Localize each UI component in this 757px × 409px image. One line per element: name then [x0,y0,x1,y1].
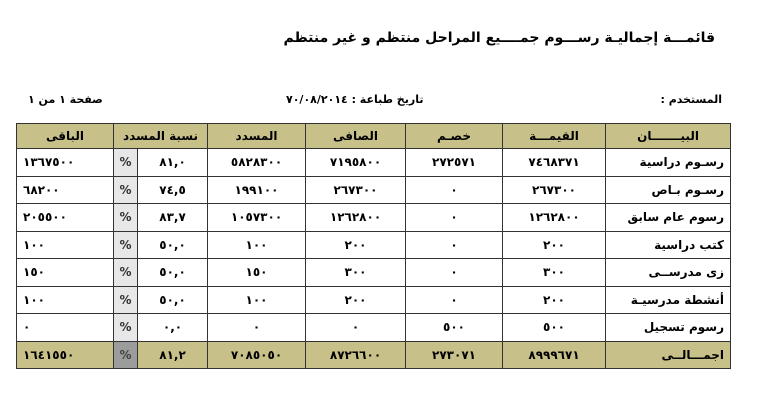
row-remaining: ٢٠٥٥٠٠ [17,204,114,232]
row-paid-ratio: ٨١,٠ [138,149,208,177]
row-paid-ratio: ٥٠,٠ [138,231,208,259]
percent-sign: % [114,176,138,204]
row-discount: ٠ [406,231,503,259]
header-paid: المسدد [208,124,306,149]
row-paid-ratio: ٥٠,٠ [138,286,208,314]
row-net: ٧١٩٥٨٠٠ [306,149,406,177]
row-paid-ratio: ٧٤,٥ [138,176,208,204]
row-remaining: ١٣٦٧٥٠٠ [17,149,114,177]
row-label: رسـوم بـاص [606,176,731,204]
percent-sign: % [114,314,138,342]
row-net: ٨٧٢٦٦٠٠ [306,341,406,369]
row-paid-ratio: ٨١,٢ [138,341,208,369]
row-remaining: ٦٨٢٠٠ [17,176,114,204]
row-label: أنشطة مدرسيـة [606,286,731,314]
table-header-row [17,124,731,149]
table-row [17,314,731,342]
page-indicator: صفحة ١ من ١ [28,93,103,106]
header-net: الصافى [306,124,406,149]
row-remaining: ١٠٠ [17,286,114,314]
row-label: رسوم تسجيل [606,314,731,342]
user-label: المستخدم : [660,93,722,106]
table-row [17,286,731,314]
table-row [17,176,731,204]
row-net: ٢٦٧٣٠٠ [306,176,406,204]
header-remaining: الباقى [17,124,114,149]
row-discount: ٢٧٣٠٧١ [406,341,503,369]
row-remaining: ١٦٤١٥٥٠ [17,341,114,369]
row-value: ٢٠٠ [503,231,606,259]
row-discount: ٢٧٢٥٧١ [406,149,503,177]
row-net: ٣٠٠ [306,259,406,287]
percent-sign: % [114,204,138,232]
row-discount: ٠ [406,259,503,287]
report-title: قائمـــة إجماليـة رســـوم جمــــيع المراحل منتظم و غير منتظم [283,30,715,46]
row-paid: ١٠٠ [208,286,306,314]
header-value: القيمـــة [503,124,606,149]
row-discount: ٠ [406,176,503,204]
percent-sign: % [114,259,138,287]
total-row [17,341,731,369]
row-net: ٠ [306,314,406,342]
row-net: ٢٠٠ [306,286,406,314]
table-row [17,204,731,232]
row-paid: ٠ [208,314,306,342]
row-net: ٢٠٠ [306,231,406,259]
row-label: زى مدرســى [606,259,731,287]
row-value: ٨٩٩٩٦٧١ [503,341,606,369]
table-row [17,149,731,177]
header-discount: خصـم [406,124,503,149]
percent-sign: % [114,341,138,369]
row-label: اجمـــالــى [606,341,731,369]
percent-sign: % [114,149,138,177]
header-statement: البيـــــــان [606,124,731,149]
row-label: رسوم عام سابق [606,204,731,232]
row-discount: ٥٠٠ [406,314,503,342]
row-value: ٢٠٠ [503,286,606,314]
row-value: ١٢٦٢٨٠٠ [503,204,606,232]
table-row [17,231,731,259]
row-net: ١٢٦٢٨٠٠ [306,204,406,232]
row-paid: ١٠٠ [208,231,306,259]
row-value: ٧٤٦٨٣٧١ [503,149,606,177]
row-value: ٣٠٠ [503,259,606,287]
fees-summary-table [16,123,731,369]
row-remaining: ١٥٠ [17,259,114,287]
percent-sign: % [114,286,138,314]
row-value: ٥٠٠ [503,314,606,342]
row-paid-ratio: ٥٠,٠ [138,259,208,287]
row-paid: ١٥٠ [208,259,306,287]
row-paid: ٧٠٨٥٠٥٠ [208,341,306,369]
header-paid-ratio: نسبة المسدد [114,124,208,149]
row-remaining: ٠ [17,314,114,342]
row-label: كتب دراسية [606,231,731,259]
row-paid: ١٩٩١٠٠ [208,176,306,204]
table-row [17,259,731,287]
row-remaining: ١٠٠ [17,231,114,259]
print-date: تاريخ طباعة : ٧٠/٠٨/٢٠١٤ [286,93,424,106]
row-paid: ١٠٥٧٣٠٠ [208,204,306,232]
row-paid-ratio: ٨٣,٧ [138,204,208,232]
row-discount: ٠ [406,204,503,232]
row-label: رسـوم دراسية [606,149,731,177]
row-discount: ٠ [406,286,503,314]
percent-sign: % [114,231,138,259]
row-paid-ratio: ٠,٠ [138,314,208,342]
row-paid: ٥٨٢٨٣٠٠ [208,149,306,177]
row-value: ٢٦٧٣٠٠ [503,176,606,204]
